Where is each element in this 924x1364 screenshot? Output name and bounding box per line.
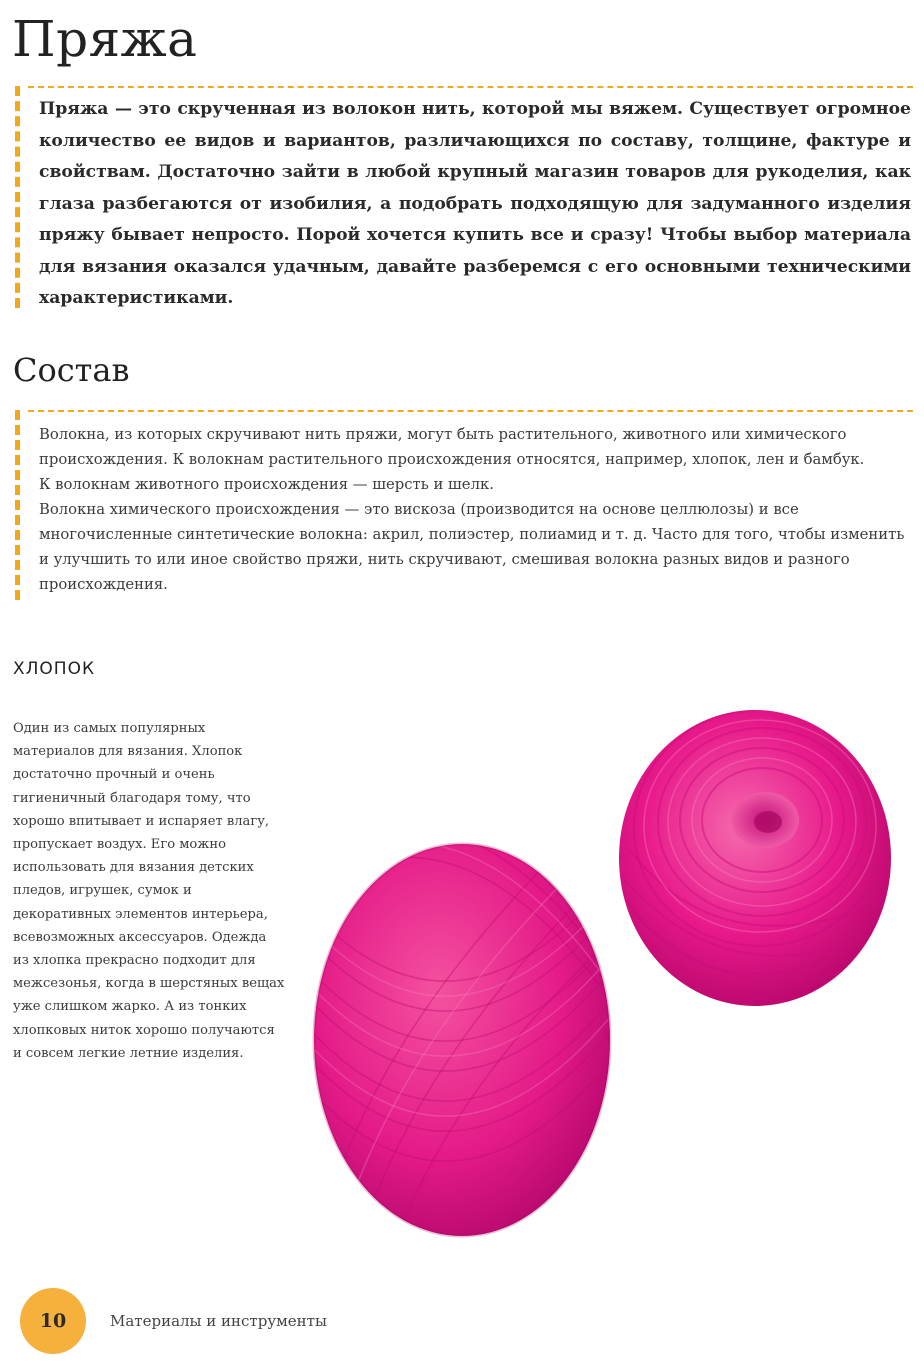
composition-paragraph: Волокна, из которых скручивают нить пряжи, могут быть растительного, животного или химического происхождения. К волокнам растительного происхождения относятся, например, хлопок, лен и бамбук. [39, 426, 865, 468]
composition-text [39, 422, 911, 597]
composition-paragraph: Волокна химического происхождения — это вискоза (производится на основе целлюлозы) и все многочисленные синтетические волокна: акрил, полиэстер, полиамид и т. д. Часто для того, чтобы изменить и улучшить то или иное свойство пряжи, нить скручивают, смешивая волокна разных видов и разного происхождения. [39, 501, 905, 593]
subsection-title-cotton: ХЛОПОК [13, 659, 96, 679]
section-title-composition: Состав [13, 351, 130, 389]
composition-callout [15, 410, 913, 600]
yarn-balls-icon [300, 710, 910, 1250]
yarn-ball-back [619, 710, 891, 1006]
intro-callout [15, 86, 913, 308]
intro-text: Пряжа — это скрученная из волокон нить, которой мы вяжем. Существует огромное количество ее видов и вариантов, различающихся по составу, толщине, фактуре и свойствам. Достаточно зайти в любой крупный магазин товаров для рукоделия, как глаза разбегаются от изобилия, а подобрать подходящую для задуманного изделия пряжу бывает непросто. Порой хочется купить все и сразу! Чтобы выбор материала для вязания оказался удачным, давайте разберемся с его основными техническими характеристиками. [39, 99, 911, 308]
footer-chapter: Материалы и инструменты [110, 1312, 327, 1330]
cotton-description: Один из самых популярных материалов для вязания. Хлопок достаточно прочный и очень гигиеничный благодаря тому, что хорошо впитывает и испаряет влагу, пропускает воздух. Его можно использовать для вязания детских пледов, игрушек, сумок и декоративных элементов интерьера, всевозможных аксессуаров. Одежда из хлопка прекрасно подходит для межсезонья, когда в шерстяных вещах уже слишком жарко. А из тонких хлопковых ниток хорошо получаются и совсем легкие летние изделия. [13, 721, 285, 1061]
composition-paragraph: К волокнам животного происхождения — шерсть и шелк. [39, 476, 494, 493]
page-number: 10 [20, 1288, 86, 1354]
page-title: Пряжа [12, 10, 198, 68]
